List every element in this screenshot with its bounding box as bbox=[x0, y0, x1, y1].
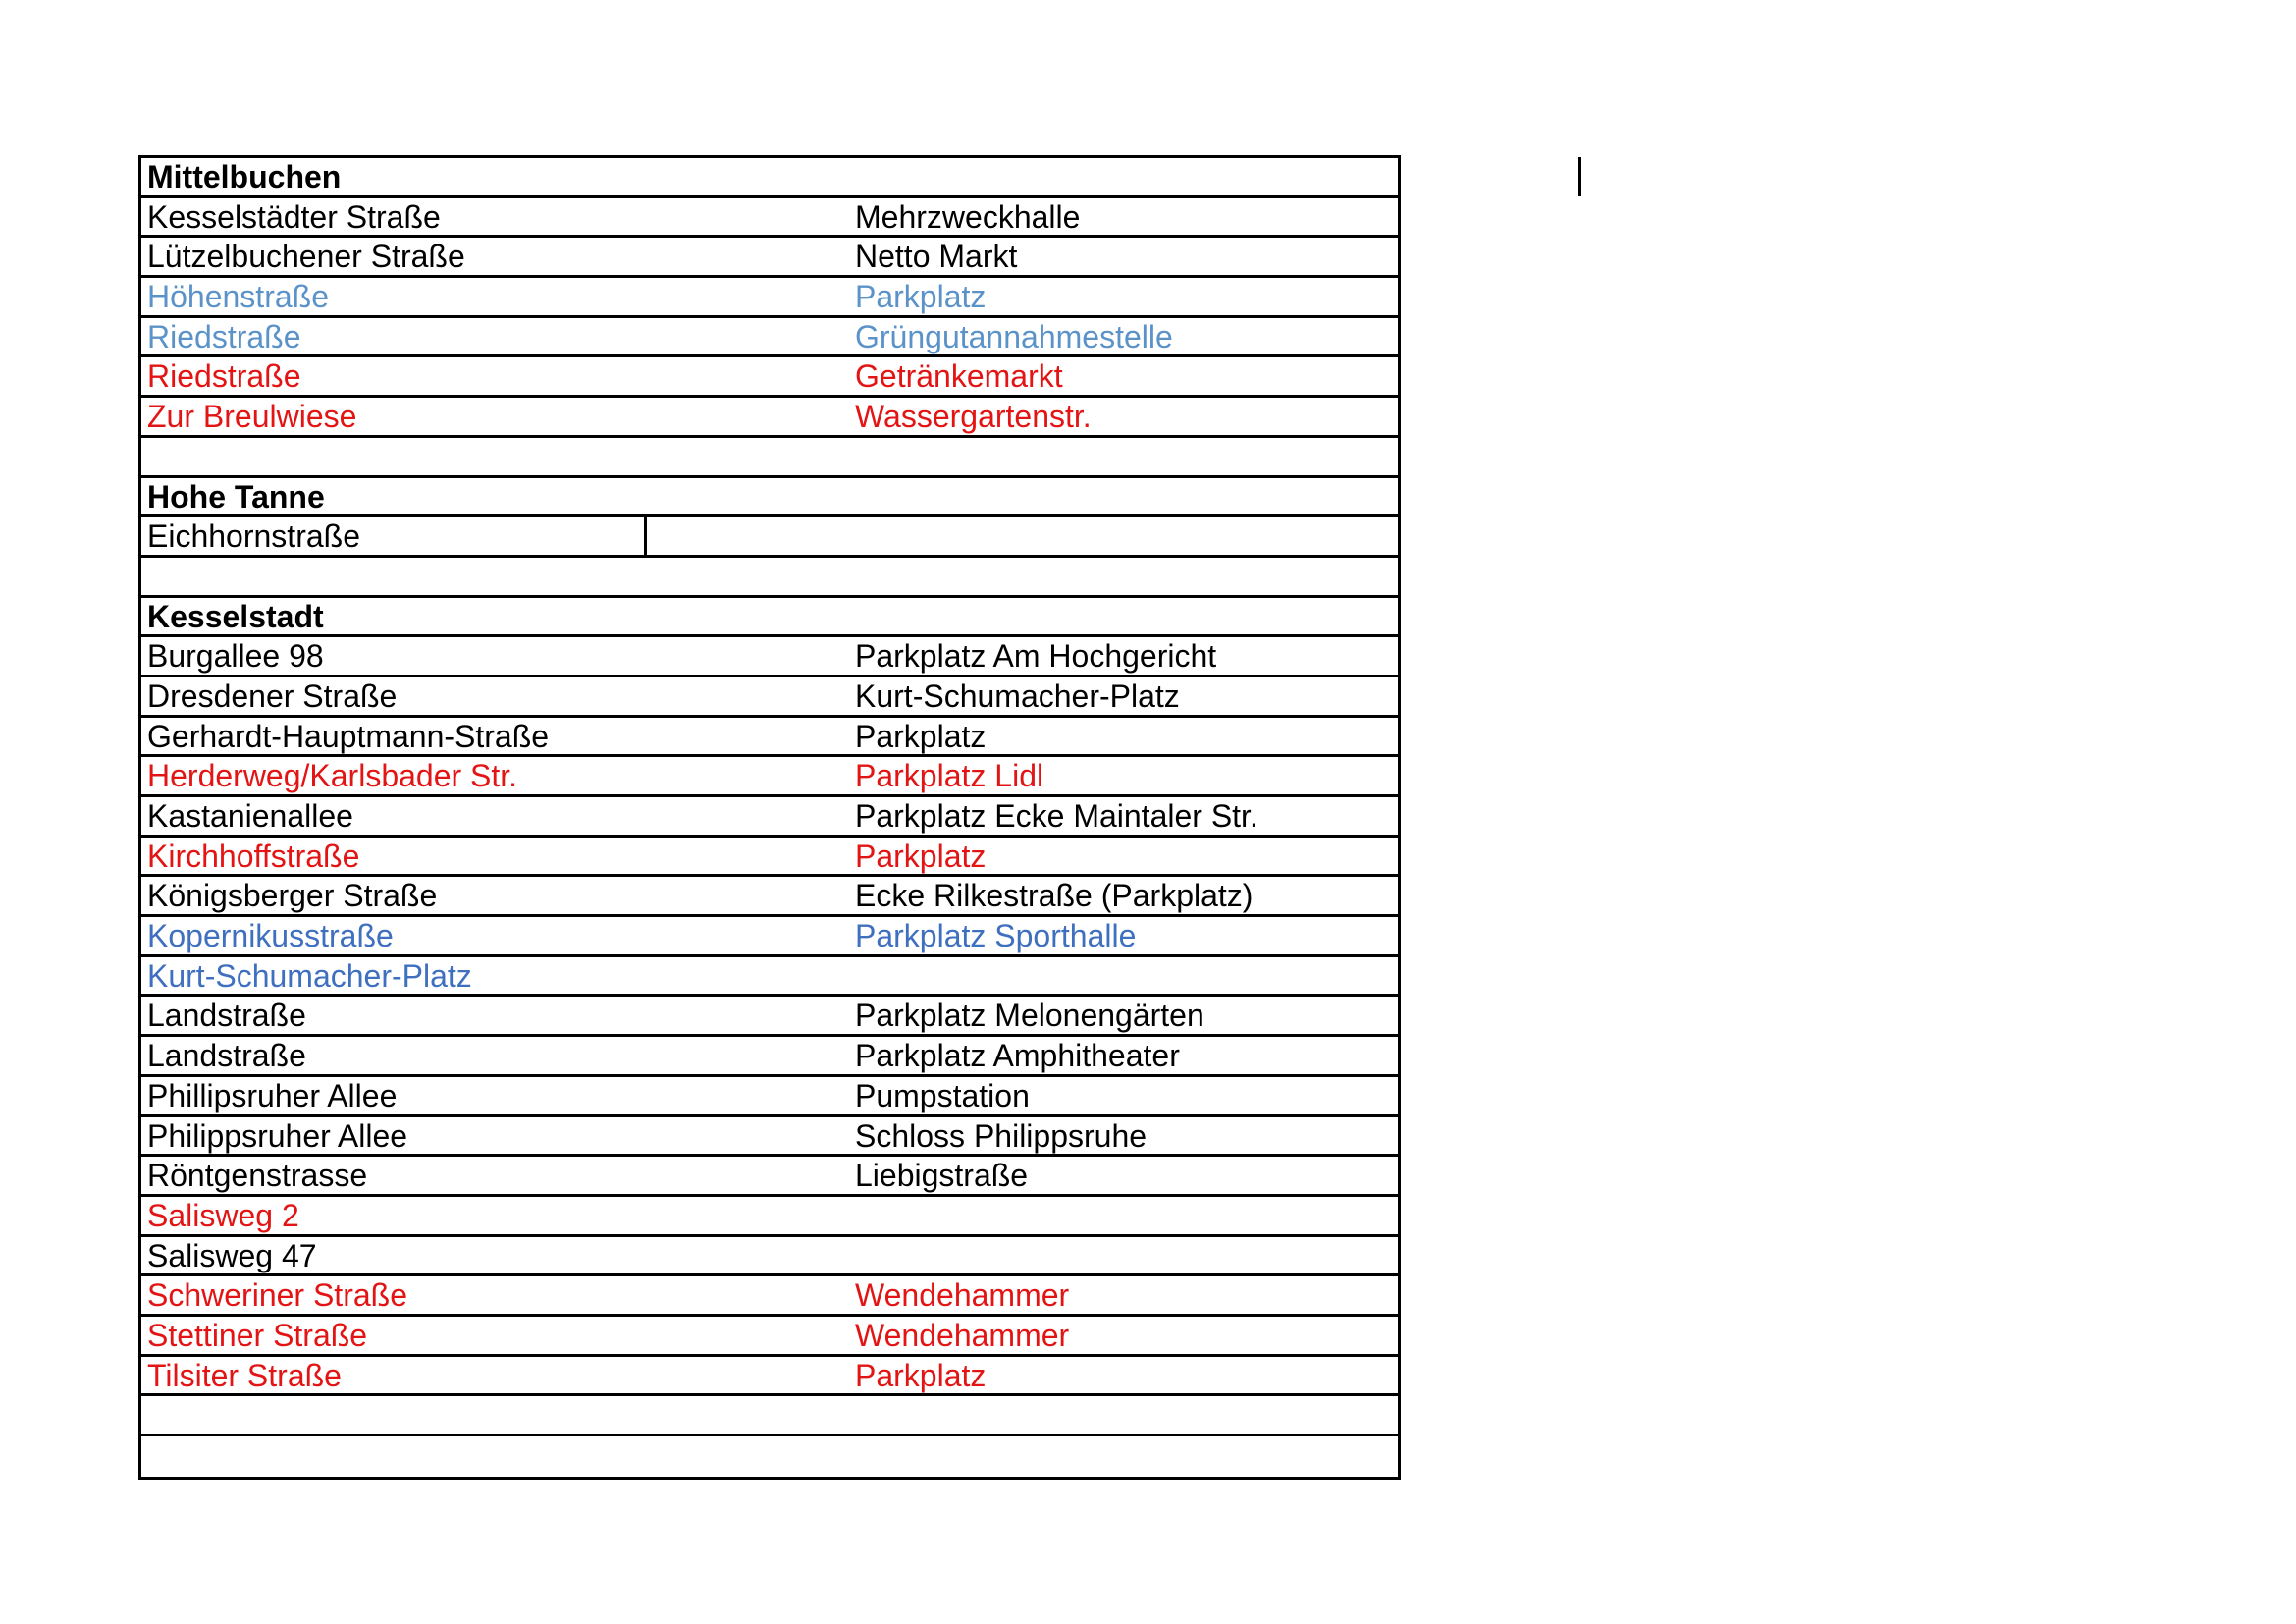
table-row bbox=[141, 198, 1398, 239]
street-cell: Königsberger Straße bbox=[147, 878, 438, 914]
location-cell: Kurt-Schumacher-Platz bbox=[855, 677, 1180, 714]
location-cell: Wassergartenstr. bbox=[855, 399, 1092, 435]
table-row bbox=[141, 957, 1398, 998]
street-cell: Riedstraße bbox=[147, 318, 301, 354]
table-row bbox=[141, 1117, 1398, 1158]
table-row bbox=[141, 517, 1398, 558]
location-cell: Grüngutannahmestelle bbox=[855, 318, 1173, 354]
table-row bbox=[141, 318, 1398, 358]
location-cell: Parkplatz bbox=[855, 718, 987, 754]
table-row bbox=[141, 278, 1398, 318]
location-cell: Pumpstation bbox=[855, 1077, 1030, 1113]
street-cell: Zur Breulwiese bbox=[147, 399, 357, 435]
location-cell: Netto Markt bbox=[855, 239, 1018, 275]
street-cell: Gerhardt-Hauptmann-Straße bbox=[147, 718, 550, 754]
street-cell: Lützelbuchener Straße bbox=[147, 239, 465, 275]
location-cell: Parkplatz Am Hochgericht bbox=[855, 638, 1217, 675]
empty-row bbox=[141, 558, 1398, 598]
street-cell: Stettiner Straße bbox=[147, 1317, 368, 1353]
table-row bbox=[141, 838, 1398, 878]
street-cell: Phillipsruher Allee bbox=[147, 1077, 398, 1113]
text-cursor bbox=[1578, 157, 1581, 196]
table-row bbox=[141, 757, 1398, 797]
empty-row bbox=[141, 1396, 1398, 1436]
table-row bbox=[141, 1157, 1398, 1197]
table-row bbox=[141, 1237, 1398, 1277]
street-cell: Eichhornstraße bbox=[147, 518, 360, 555]
location-cell: Parkplatz bbox=[855, 838, 987, 874]
table-row bbox=[141, 877, 1398, 917]
street-cell: Kurt-Schumacher-Platz bbox=[147, 957, 472, 994]
street-cell: Burgallee 98 bbox=[147, 638, 324, 675]
table-row bbox=[141, 1357, 1398, 1397]
table-row bbox=[141, 637, 1398, 677]
location-cell: Ecke Rilkestraße (Parkplatz) bbox=[855, 878, 1254, 914]
location-cell: Parkplatz Lidl bbox=[855, 758, 1044, 794]
street-cell: Landstraße bbox=[147, 1038, 306, 1074]
table-row bbox=[141, 677, 1398, 718]
location-cell: Liebigstraße bbox=[855, 1158, 1029, 1194]
street-cell: Dresdener Straße bbox=[147, 677, 398, 714]
table-row bbox=[141, 357, 1398, 398]
section-title: Kesselstadt bbox=[147, 598, 324, 634]
street-cell: Landstraße bbox=[147, 998, 306, 1034]
table-row bbox=[141, 997, 1398, 1037]
table-row bbox=[141, 1197, 1398, 1237]
street-cell: Röntgenstrasse bbox=[147, 1158, 368, 1194]
section-header-row bbox=[141, 598, 1398, 638]
location-cell: Parkplatz Amphitheater bbox=[855, 1038, 1180, 1074]
cell-divider bbox=[644, 517, 647, 555]
location-cell: Wendehammer bbox=[855, 1317, 1070, 1353]
location-cell: Parkplatz bbox=[855, 279, 987, 315]
location-cell: Schloss Philippsruhe bbox=[855, 1117, 1148, 1154]
street-cell: Salisweg 2 bbox=[147, 1197, 299, 1233]
section-header-row bbox=[141, 158, 1398, 198]
table-row bbox=[141, 1317, 1398, 1357]
street-cell: Kesselstädter Straße bbox=[147, 198, 441, 235]
street-cell: Herderweg/Karlsbader Str. bbox=[147, 758, 518, 794]
table-row bbox=[141, 398, 1398, 438]
street-cell: Schweriner Straße bbox=[147, 1277, 407, 1314]
location-cell: Parkplatz Melonengärten bbox=[855, 998, 1204, 1034]
street-cell: Philippsruher Allee bbox=[147, 1117, 408, 1154]
street-cell: Riedstraße bbox=[147, 358, 301, 395]
section-header-row bbox=[141, 478, 1398, 518]
location-cell: Parkplatz Ecke Maintaler Str. bbox=[855, 798, 1258, 834]
table-row bbox=[141, 718, 1398, 758]
empty-row bbox=[141, 1436, 1398, 1477]
location-table bbox=[138, 155, 1401, 1480]
street-cell: Kirchhoffstraße bbox=[147, 838, 360, 874]
street-cell: Kopernikusstraße bbox=[147, 918, 394, 954]
table-row bbox=[141, 238, 1398, 278]
table-row bbox=[141, 1276, 1398, 1317]
location-cell: Mehrzweckhalle bbox=[855, 198, 1081, 235]
location-cell: Getränkemarkt bbox=[855, 358, 1063, 395]
street-cell: Kastanienallee bbox=[147, 798, 353, 834]
street-cell: Salisweg 47 bbox=[147, 1237, 317, 1273]
empty-row bbox=[141, 438, 1398, 478]
street-cell: Höhenstraße bbox=[147, 279, 329, 315]
table-row bbox=[141, 917, 1398, 957]
location-cell: Parkplatz Sporthalle bbox=[855, 918, 1137, 954]
table-row bbox=[141, 1077, 1398, 1117]
section-title: Hohe Tanne bbox=[147, 478, 325, 514]
table-row bbox=[141, 1037, 1398, 1077]
location-cell: Parkplatz bbox=[855, 1357, 987, 1393]
section-title: Mittelbuchen bbox=[147, 159, 342, 194]
location-cell: Wendehammer bbox=[855, 1277, 1070, 1314]
table-row bbox=[141, 797, 1398, 838]
street-cell: Tilsiter Straße bbox=[147, 1357, 342, 1393]
